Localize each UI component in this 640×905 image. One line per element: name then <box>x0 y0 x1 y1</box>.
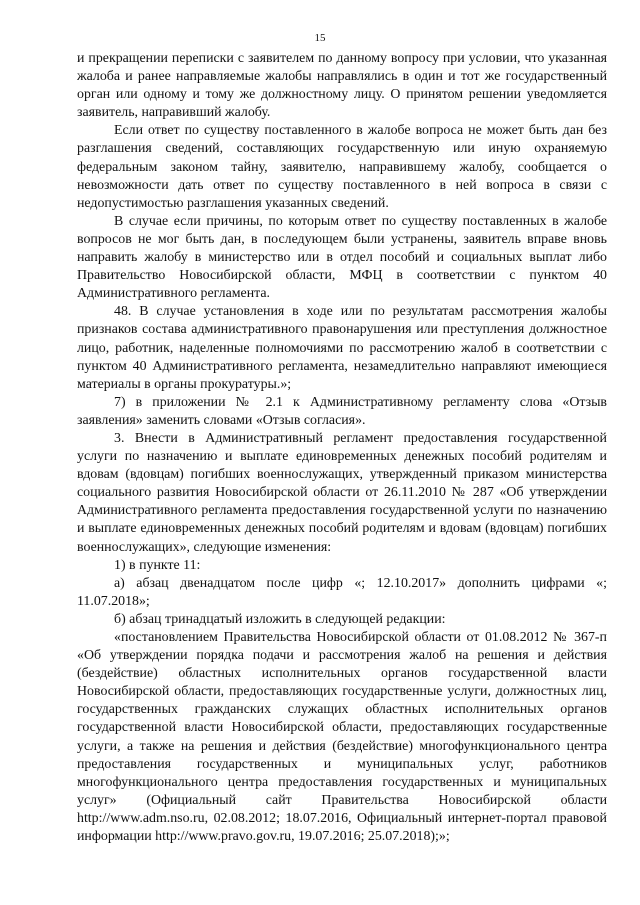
paragraph-complaint-termination: и прекращении переписки с заявителем по данному вопросу при условии, что указанная жалоба и ранее направляемые жалобы направлялись в один и тот же государственный орган или одному и тому же должностному лицу. О принятом решении уведомляется заявитель, направивший жалобу. <box>77 51 607 121</box>
paragraph-appendix-change: 7) в приложении № 2.1 к Административному регламенту слова «Отзыв заявления» заменить словами «Отзыв согласия». <box>77 394 607 428</box>
paragraph-item-48: 48. В случае установления в ходе или по результатам рассмотрения жалобы признаков состава административного правонарушения или преступления должностное лицо, работник, наделенные полномочиями по рассмотрению жалоб в соответствии с пунктом 40 Административного регламента, незамедлительно направляют имеющиеся материалы в органы прокуратуры.»; <box>77 304 607 392</box>
paragraph-resubmission: В случае если причины, по которым ответ по существу поставленных в жалобе вопросов не мог быть дан, в последующем были устранены, заявитель вправе вновь направить жалобу в министерство или в отдел пособий и социальных выплат либо Правительство Новосибирской области, МФЦ в соответствии с пунктом 40 Административного регламента. <box>77 213 607 302</box>
document-body <box>77 50 607 846</box>
paragraph-subitem-b: б) абзац тринадцатый изложить в следующей редакции: <box>114 611 446 627</box>
paragraph-secret-information: Если ответ по существу поставленного в жалобе вопроса не может быть дан без разглашения сведений, составляющих государственную или иную охраняемую федеральным законом тайну, заявителю, направившему жалобу, сообщается о невозможности дать ответ по существу поставленного в ней вопроса в связи с недопустимостью разглашения указанных сведений. <box>77 123 607 211</box>
page-number: 15 <box>314 32 326 44</box>
paragraph-item-3: 3. Внести в Административный регламент предоставления государственной услуги по назначению и выплате единовременных денежных пособий родителям и вдовам (вдовцам) погибших военнослужащих, утвержденный приказом министерства социального развития Новосибирской области от 26.11.2010 № 287 «Об утверждении Административного регламента предоставления государственной услуги по назначению и выплате единовременных денежных пособий родителям и вдовам (вдовцам) погибших военнослужащих», следующие изменения: <box>77 430 607 555</box>
paragraph-point-11: 1) в пункте 11: <box>114 557 201 573</box>
paragraph-new-wording: «постановлением Правительства Новосибирской области от 01.08.2012 № 367-п «Об утверждении порядка подачи и рассмотрения жалоб на решения и действия (бездействие) областных исполнительных органов государственной власти Новосибирской области, предоставляющих государственные услуги, должностных лиц, государственных гражданских служащих областных исполнительных органов государственной власти Новосибирской области, предоставляющих государственные услуги, а также на решения и действия (бездействие) многофункционального центра предоставления государственных и муниципальных услуг, работников многофункционального центра предоставления государственных и муниципальных услуг» (Официальный сайт Правительства Новосибирской области http://www.adm.nso.ru, 02.08.2012; 18.07.2016, Официальный интернет-портал правовой информации http://www.pravo.gov.ru, 19.07.2016; 25.07.2018);»; <box>77 630 607 845</box>
paragraph-subitem-a: а) абзац двенадцатом после цифр «; 12.10.2017» дополнить цифрами «; 11.07.2018»; <box>77 575 607 609</box>
